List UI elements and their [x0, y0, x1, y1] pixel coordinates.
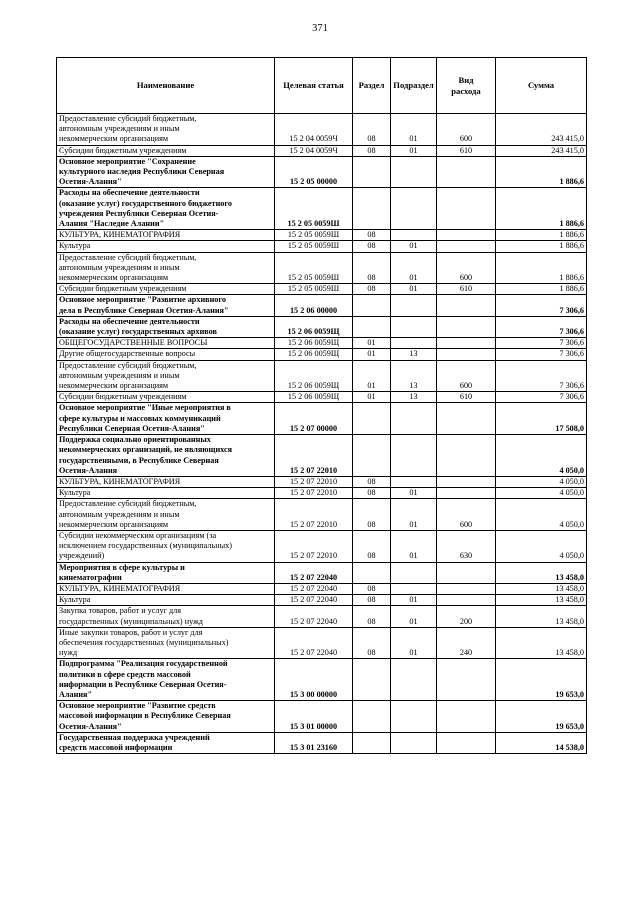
row-subsection: 01	[391, 241, 437, 252]
page-number: 371	[312, 23, 328, 34]
row-target-article: 15 2 07 22010	[275, 476, 353, 487]
row-name: Субсидии бюджетным учреждениям	[57, 145, 275, 156]
row-subsection	[391, 188, 437, 230]
row-target-article: 15 2 07 22040	[275, 627, 353, 659]
row-target-article: 15 2 07 22010	[275, 488, 353, 499]
row-section: 01	[353, 392, 391, 403]
row-target-article: 15 2 05 0059Ш	[275, 252, 353, 284]
row-subsection	[391, 701, 437, 733]
row-amount: 13 458,0	[496, 627, 587, 659]
row-name: Основное мероприятие "Развитие средств массовой информации в Республике Северная Осетия-Алания"	[57, 701, 275, 733]
row-target-article: 15 2 07 00000	[275, 403, 353, 435]
row-amount: 4 050,0	[496, 530, 587, 562]
row-subsection: 01	[391, 627, 437, 659]
row-amount: 14 538,0	[496, 732, 587, 753]
table-row	[57, 252, 587, 284]
row-target-article: 15 2 07 22040	[275, 562, 353, 583]
row-subsection: 01	[391, 488, 437, 499]
row-subsection	[391, 583, 437, 594]
row-target-article: 15 2 06 0059Щ	[275, 392, 353, 403]
row-amount: 4 050,0	[496, 435, 587, 477]
row-target-article: 15 2 04 0059Ч	[275, 114, 353, 146]
row-section: 08	[353, 499, 391, 531]
row-name: Другие общегосударственные вопросы	[57, 349, 275, 360]
row-subsection	[391, 435, 437, 477]
table-row	[57, 659, 587, 701]
row-subsection	[391, 230, 437, 241]
row-expense-kind	[437, 316, 496, 337]
row-name: Культура	[57, 488, 275, 499]
row-name: Государственная поддержка учреждений средств массовой информации	[57, 732, 275, 753]
row-target-article: 15 2 05 0059Ш	[275, 284, 353, 295]
table-row	[57, 583, 587, 594]
row-subsection	[391, 338, 437, 349]
table-row	[57, 338, 587, 349]
row-target-article: 15 2 07 22040	[275, 583, 353, 594]
row-expense-kind: 610	[437, 392, 496, 403]
table-row	[57, 230, 587, 241]
row-subsection: 13	[391, 349, 437, 360]
row-name: Основное мероприятие "Развитие архивного дела в Республике Северная Осетия-Алания"	[57, 295, 275, 316]
table-row	[57, 488, 587, 499]
table-row	[57, 435, 587, 477]
row-section: 08	[353, 252, 391, 284]
row-section: 08	[353, 530, 391, 562]
row-section: 08	[353, 627, 391, 659]
row-expense-kind	[437, 701, 496, 733]
row-amount: 13 458,0	[496, 595, 587, 606]
row-amount: 13 458,0	[496, 606, 587, 627]
header-subsection: Подраздел	[391, 58, 437, 114]
row-subsection	[391, 659, 437, 701]
row-subsection: 01	[391, 530, 437, 562]
row-amount: 1 886,6	[496, 252, 587, 284]
row-expense-kind: 600	[437, 252, 496, 284]
row-target-article: 15 2 06 0059Щ	[275, 316, 353, 337]
table-row	[57, 476, 587, 487]
row-section: 01	[353, 360, 391, 392]
row-name: Предоставление субсидий бюджетным, автономным учреждениям и иным некоммерческим организациям	[57, 114, 275, 146]
row-amount: 17 508,0	[496, 403, 587, 435]
row-expense-kind	[437, 659, 496, 701]
row-amount: 1 886,6	[496, 188, 587, 230]
row-target-article: 15 2 06 0059Щ	[275, 349, 353, 360]
row-target-article: 15 3 00 00000	[275, 659, 353, 701]
row-name: Подпрограмма "Реализация государственной политики в сфере средств массовой информации в Республике Северная Осетия- Алания"	[57, 659, 275, 701]
row-name: Субсидии бюджетным учреждениям	[57, 392, 275, 403]
row-amount: 7 306,6	[496, 295, 587, 316]
header-name: Наименование	[57, 58, 275, 114]
row-target-article: 15 2 06 0059Щ	[275, 338, 353, 349]
row-name: Закупка товаров, работ и услуг для государственных (муниципальных) нужд	[57, 606, 275, 627]
row-subsection: 01	[391, 284, 437, 295]
row-name: Иные закупки товаров, работ и услуг для обеспечения государственных (муниципальных) нужд	[57, 627, 275, 659]
row-subsection	[391, 156, 437, 188]
row-target-article: 15 2 07 22010	[275, 530, 353, 562]
row-subsection	[391, 562, 437, 583]
table-row	[57, 595, 587, 606]
table-row	[57, 156, 587, 188]
row-section	[353, 316, 391, 337]
row-amount: 1 886,6	[496, 230, 587, 241]
table-row	[57, 316, 587, 337]
row-section	[353, 659, 391, 701]
row-target-article: 15 2 06 0059Щ	[275, 360, 353, 392]
row-section	[353, 701, 391, 733]
row-name: Расходы на обеспечение деятельности (оказание услуг) государственного бюджетного учреждения Республики Северная Осетия- Алания "Наследие Алании"	[57, 188, 275, 230]
row-expense-kind	[437, 476, 496, 487]
row-section: 08	[353, 606, 391, 627]
row-target-article: 15 3 01 00000	[275, 701, 353, 733]
table-row	[57, 701, 587, 733]
row-subsection: 01	[391, 252, 437, 284]
row-amount: 1 886,6	[496, 156, 587, 188]
row-expense-kind	[437, 295, 496, 316]
row-target-article: 15 2 05 0059Ш	[275, 230, 353, 241]
row-target-article: 15 2 06 00000	[275, 295, 353, 316]
table-body	[57, 114, 587, 754]
row-name: Культура	[57, 241, 275, 252]
table-row	[57, 403, 587, 435]
row-section: 08	[353, 488, 391, 499]
header-amount: Сумма	[496, 58, 587, 114]
row-expense-kind	[437, 188, 496, 230]
row-name: КУЛЬТУРА, КИНЕМАТОГРАФИЯ	[57, 230, 275, 241]
row-subsection	[391, 732, 437, 753]
row-amount: 19 653,0	[496, 659, 587, 701]
row-subsection	[391, 476, 437, 487]
row-section: 01	[353, 349, 391, 360]
row-expense-kind: 600	[437, 360, 496, 392]
row-section	[353, 156, 391, 188]
row-section	[353, 403, 391, 435]
row-section: 08	[353, 241, 391, 252]
row-subsection: 13	[391, 392, 437, 403]
table-row	[57, 392, 587, 403]
row-amount: 243 415,0	[496, 145, 587, 156]
row-amount: 7 306,6	[496, 338, 587, 349]
row-amount: 4 050,0	[496, 499, 587, 531]
row-subsection: 01	[391, 499, 437, 531]
table-row	[57, 349, 587, 360]
row-target-article: 15 2 05 0059Ш	[275, 188, 353, 230]
row-section: 08	[353, 583, 391, 594]
row-section	[353, 188, 391, 230]
row-name: Мероприятия в сфере культуры и кинематографии	[57, 562, 275, 583]
row-amount: 1 886,6	[496, 241, 587, 252]
table-row	[57, 627, 587, 659]
row-subsection: 01	[391, 145, 437, 156]
row-name: Предоставление субсидий бюджетным, автономным учреждениям и иным некоммерческим организациям	[57, 252, 275, 284]
row-amount: 7 306,6	[496, 360, 587, 392]
row-section: 08	[353, 284, 391, 295]
row-target-article: 15 2 04 0059Ч	[275, 145, 353, 156]
table-row	[57, 295, 587, 316]
row-section	[353, 435, 391, 477]
row-expense-kind: 610	[437, 145, 496, 156]
row-section	[353, 562, 391, 583]
row-expense-kind	[437, 595, 496, 606]
row-target-article: 15 2 07 22010	[275, 499, 353, 531]
row-target-article: 15 3 01 23160	[275, 732, 353, 753]
table-row	[57, 732, 587, 753]
row-subsection: 01	[391, 114, 437, 146]
row-amount: 243 415,0	[496, 114, 587, 146]
row-name: Предоставление субсидий бюджетным, автономным учреждениям и иным некоммерческим организациям	[57, 360, 275, 392]
row-expense-kind: 630	[437, 530, 496, 562]
row-amount: 7 306,6	[496, 392, 587, 403]
row-name: Поддержка социально ориентированных некоммерческих организаций, не являющихся государственными, в Республике Северная Осетия-Алания	[57, 435, 275, 477]
row-amount: 13 458,0	[496, 583, 587, 594]
row-section: 01	[353, 338, 391, 349]
row-name: ОБЩЕГОСУДАРСТВЕННЫЕ ВОПРОСЫ	[57, 338, 275, 349]
row-name: КУЛЬТУРА, КИНЕМАТОГРАФИЯ	[57, 476, 275, 487]
row-name: Субсидии некоммерческим организациям (за исключением государственных (муниципальных) учреждений)	[57, 530, 275, 562]
row-expense-kind: 200	[437, 606, 496, 627]
row-name: Основное мероприятие "Сохранение культурного наследия Республики Северная Осетия-Алания"	[57, 156, 275, 188]
row-expense-kind	[437, 241, 496, 252]
row-name: Субсидии бюджетным учреждениям	[57, 284, 275, 295]
table-row	[57, 530, 587, 562]
row-amount: 4 050,0	[496, 488, 587, 499]
row-target-article: 15 2 05 0059Ш	[275, 241, 353, 252]
table-row	[57, 499, 587, 531]
table-row	[57, 606, 587, 627]
row-name: КУЛЬТУРА, КИНЕМАТОГРАФИЯ	[57, 583, 275, 594]
header-section: Раздел	[353, 58, 391, 114]
budget-table	[56, 57, 587, 754]
row-amount: 19 653,0	[496, 701, 587, 733]
row-subsection	[391, 403, 437, 435]
row-expense-kind	[437, 488, 496, 499]
header-expense-kind: Вид расхода	[437, 58, 496, 114]
row-expense-kind: 610	[437, 284, 496, 295]
row-expense-kind	[437, 156, 496, 188]
row-section	[353, 295, 391, 316]
row-section: 08	[353, 230, 391, 241]
row-target-article: 15 2 05 00000	[275, 156, 353, 188]
row-target-article: 15 2 07 22010	[275, 435, 353, 477]
table-row	[57, 360, 587, 392]
table-row	[57, 114, 587, 146]
row-expense-kind: 240	[437, 627, 496, 659]
row-name: Предоставление субсидий бюджетным, автономным учреждениям и иным некоммерческим организациям	[57, 499, 275, 531]
row-section: 08	[353, 114, 391, 146]
row-expense-kind: 600	[437, 114, 496, 146]
row-amount: 13 458,0	[496, 562, 587, 583]
row-section: 08	[353, 145, 391, 156]
row-section	[353, 732, 391, 753]
row-subsection: 13	[391, 360, 437, 392]
row-expense-kind	[437, 349, 496, 360]
row-target-article: 15 2 07 22040	[275, 595, 353, 606]
row-amount: 7 306,6	[496, 349, 587, 360]
row-expense-kind: 600	[437, 499, 496, 531]
row-subsection: 01	[391, 595, 437, 606]
row-amount: 1 886,6	[496, 284, 587, 295]
row-target-article: 15 2 07 22040	[275, 606, 353, 627]
row-expense-kind	[437, 403, 496, 435]
table-row	[57, 562, 587, 583]
row-expense-kind	[437, 338, 496, 349]
header-target-article: Целевая статья	[275, 58, 353, 114]
row-expense-kind	[437, 583, 496, 594]
row-name: Расходы на обеспечение деятельности (оказание услуг) государственных архивов	[57, 316, 275, 337]
row-subsection: 01	[391, 606, 437, 627]
table-row	[57, 188, 587, 230]
row-name: Культура	[57, 595, 275, 606]
table-header-row	[57, 58, 587, 114]
row-name: Основное мероприятие "Иные мероприятия в сфере культуры и массовых коммуникаций Республики Северная Осетия-Алания"	[57, 403, 275, 435]
row-expense-kind	[437, 732, 496, 753]
row-expense-kind	[437, 435, 496, 477]
row-subsection	[391, 295, 437, 316]
row-subsection	[391, 316, 437, 337]
table-row	[57, 241, 587, 252]
row-expense-kind	[437, 230, 496, 241]
row-expense-kind	[437, 562, 496, 583]
row-amount: 7 306,6	[496, 316, 587, 337]
row-section: 08	[353, 595, 391, 606]
row-amount: 4 050,0	[496, 476, 587, 487]
table-row	[57, 145, 587, 156]
row-section: 08	[353, 476, 391, 487]
table-row	[57, 284, 587, 295]
